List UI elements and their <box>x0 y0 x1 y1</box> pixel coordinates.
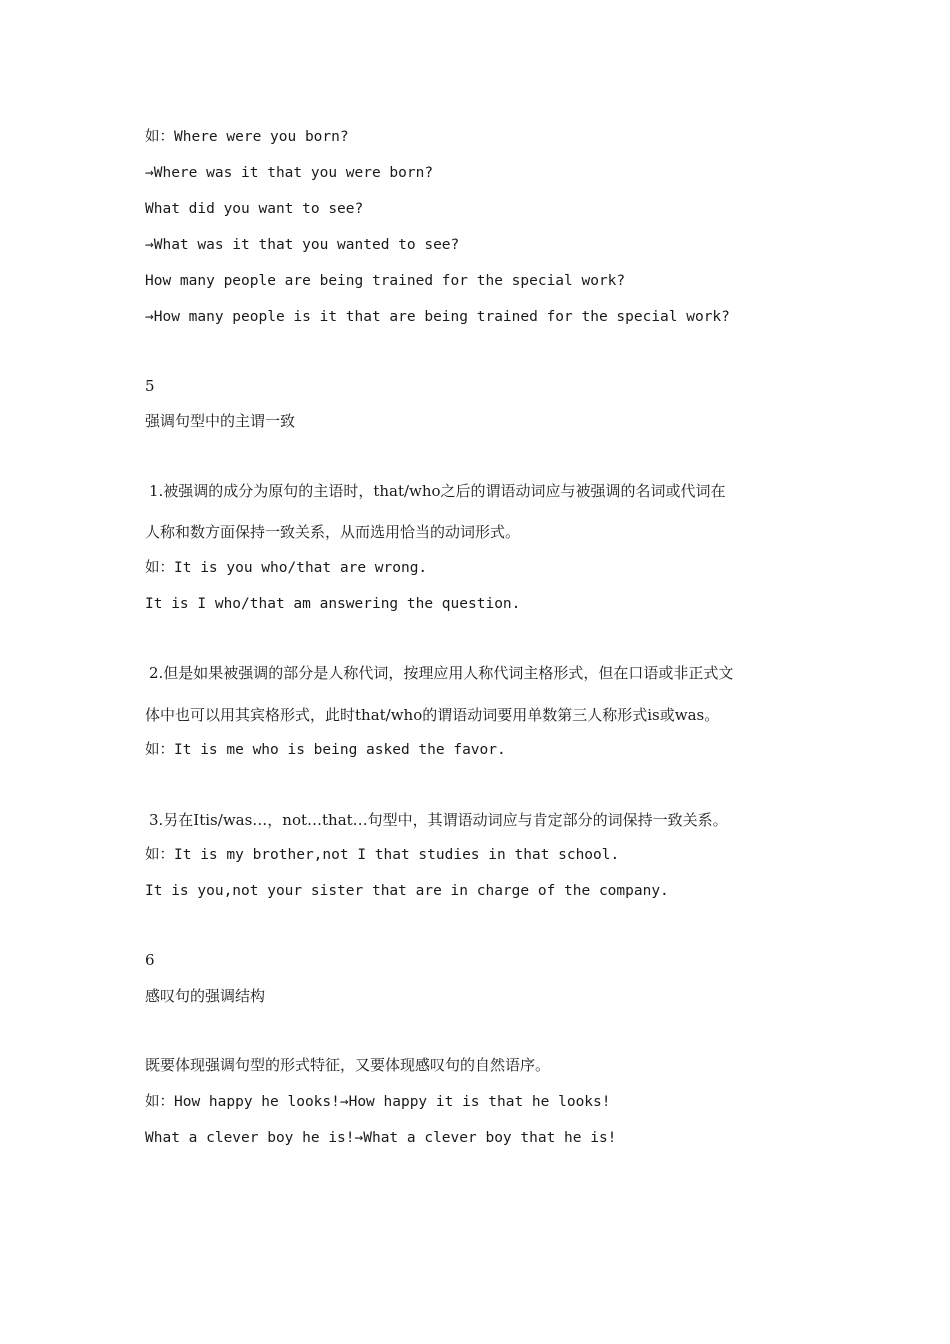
section-heading: 感叹句的强调结构 <box>145 987 266 1005</box>
example-line: 如：It is me who is being asked the favor. <box>145 742 506 758</box>
example-line: What did you want to see? <box>145 201 364 217</box>
example-line: How many people are being trained for the special work? <box>145 273 626 289</box>
example-line: 如：Where were you born? <box>145 129 349 145</box>
section-number: 6 <box>145 951 155 969</box>
example-line: →Where was it that you were born? <box>145 165 434 181</box>
section-number: 5 <box>145 377 155 395</box>
example-line: →How many people is it that are being trained for the special work? <box>145 309 730 325</box>
section-heading: 强调句型中的主谓一致 <box>145 412 296 430</box>
example-line: It is you,not your sister that are in charge of the company. <box>145 883 669 899</box>
example-line: 如：How happy he looks!→How happy it is that he looks! <box>145 1094 611 1110</box>
example-line: 如：It is my brother,not I that studies in that school. <box>145 847 620 863</box>
paragraph-line: 1.被强调的成分为原句的主语时，that/who之后的谓语动词应与被强调的名词或代词在 <box>149 482 726 500</box>
example-line: 如：It is you who/that are wrong. <box>145 560 428 576</box>
paragraph-line: 既要体现强调句型的形式特征，又要体现感叹句的自然语序。 <box>145 1056 551 1074</box>
example-line: →What was it that you wanted to see? <box>145 237 460 253</box>
paragraph-line: 体中也可以用其宾格形式，此时that/who的谓语动词要用单数第三人称形式is或was。 <box>145 706 720 724</box>
paragraph-line: 2.但是如果被强调的部分是人称代词，按理应用人称代词主格形式，但在口语或非正式文 <box>149 664 734 682</box>
paragraph-line: 人称和数方面保持一致关系，从而选用恰当的动词形式。 <box>145 523 521 541</box>
paragraph-line: 3.另在Itis/was…，not…that…句型中，其谓语动词应与肯定部分的词保持一致关系。 <box>149 811 728 829</box>
example-line: It is I who/that am answering the question. <box>145 596 521 612</box>
example-line: What a clever boy he is!→What a clever boy that he is! <box>145 1130 617 1146</box>
